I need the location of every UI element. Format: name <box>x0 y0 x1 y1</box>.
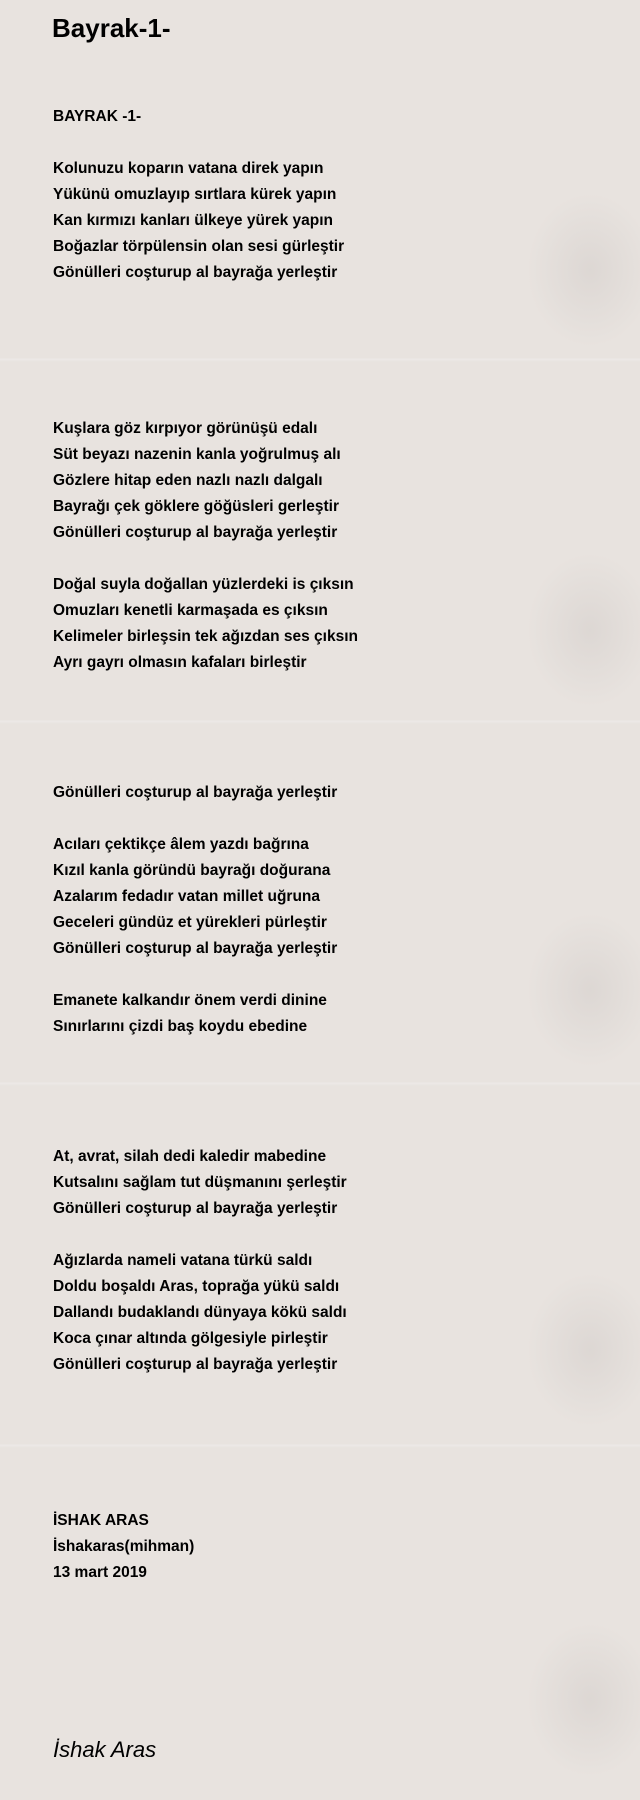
poem-line: Ağızlarda nameli vatana türkü saldı <box>53 1252 313 1269</box>
poem-line: Kuşlara göz kırpıyor görünüşü edalı <box>53 420 318 437</box>
stanza-gap <box>53 1456 613 1482</box>
stanza-gap <box>53 1040 613 1066</box>
poem-line: Doldu boşaldı Aras, toprağa yükü saldı <box>53 1278 340 1295</box>
stanza-gap <box>53 1222 613 1248</box>
poem-line: Dallandı budaklandı dünyaya kökü saldı <box>53 1304 347 1321</box>
poem-line: Doğal suyla doğallan yüzlerdeki is çıksın <box>53 576 354 593</box>
stanza-gap <box>53 676 613 702</box>
stanza-gap <box>53 806 613 832</box>
poem-line: İshakaras(mihman) <box>53 1538 195 1555</box>
stanza-gap <box>53 702 613 728</box>
stanza-gap <box>53 338 613 364</box>
poem-line: Acıları çektikçe âlem yazdı bağrına <box>53 836 309 853</box>
page-title: Bayrak-1- <box>52 13 171 43</box>
poem-line: Gönülleri coşturup al bayrağa yerleştir <box>53 1200 338 1217</box>
poem-line: Kızıl kanla göründü bayrağı doğurana <box>53 862 331 879</box>
stanza-gap <box>53 1430 613 1456</box>
stanza-gap <box>53 546 613 572</box>
stanza-gap <box>53 754 613 780</box>
stanza-gap <box>53 1404 613 1430</box>
poem-line: Omuzları kenetli karmaşada es çıksın <box>53 602 328 619</box>
stanza-gap <box>53 286 613 312</box>
poem-line: Kutsalını sağlam tut düşmanını şerleştir <box>53 1174 347 1191</box>
poem-line: BAYRAK -1- <box>53 108 142 125</box>
stanza-gap <box>53 728 613 754</box>
poem-line: 13 mart 2019 <box>53 1564 147 1581</box>
stanza-gap <box>53 1118 613 1144</box>
poem-line: Azalarım fedadır vatan millet uğruna <box>53 888 321 905</box>
poem-line: Gönülleri coşturup al bayrağa yerleştir <box>53 1356 338 1373</box>
poem-line: Kelimeler birleşsin tek ağızdan ses çıksın <box>53 628 358 645</box>
stanza-gap <box>53 1378 613 1404</box>
stanza-gap <box>53 1066 613 1092</box>
poem-line: Kolunuzu koparın vatana direk yapın <box>53 160 324 177</box>
stanza-gap <box>53 962 613 988</box>
poem-line: Gözlere hitap eden nazlı nazlı dalgalı <box>53 472 323 489</box>
poem-line: Ayrı gayrı olmasın kafaları birleştir <box>53 654 307 671</box>
poet-name[interactable]: İshak Aras <box>53 1737 157 1762</box>
poem-line: Sınırlarını çizdi baş koydu ebedine <box>53 1018 308 1035</box>
stanza-gap <box>53 364 613 390</box>
poem-body <box>53 104 613 1586</box>
poem-line: At, avrat, silah dedi kaledir mabedine <box>53 1148 327 1165</box>
poem-line: Gönülleri coşturup al bayrağa yerleştir <box>53 784 338 801</box>
poem-line: Yükünü omuzlayıp sırtlara kürek yapın <box>53 186 337 203</box>
stanza-gap <box>53 1482 613 1508</box>
poem-line: Bayrağı çek göklere göğüsleri gerleştir <box>53 498 340 515</box>
stanza-gap <box>53 312 613 338</box>
stanza-gap <box>53 1092 613 1118</box>
poem-line: Koca çınar altında gölgesiyle pirleştir <box>53 1330 328 1347</box>
poem-line: Emanete kalkandır önem verdi dinine <box>53 992 327 1009</box>
poem-line: Gönülleri coşturup al bayrağa yerleştir <box>53 264 338 281</box>
stanza-gap <box>53 130 613 156</box>
poem-line: Boğazlar törpülensin olan sesi gürleştir <box>53 238 345 255</box>
poem-line: İSHAK ARAS <box>53 1512 149 1529</box>
poem-line: Kan kırmızı kanları ülkeye yürek yapın <box>53 212 333 229</box>
stanza-gap <box>53 390 613 416</box>
poem-line: Gönülleri coşturup al bayrağa yerleştir <box>53 524 338 541</box>
poem-line: Süt beyazı nazenin kanla yoğrulmuş alı <box>53 446 341 463</box>
poem-line: Geceleri gündüz et yürekleri pürleştir <box>53 914 327 931</box>
poem-line: Gönülleri coşturup al bayrağa yerleştir <box>53 940 338 957</box>
